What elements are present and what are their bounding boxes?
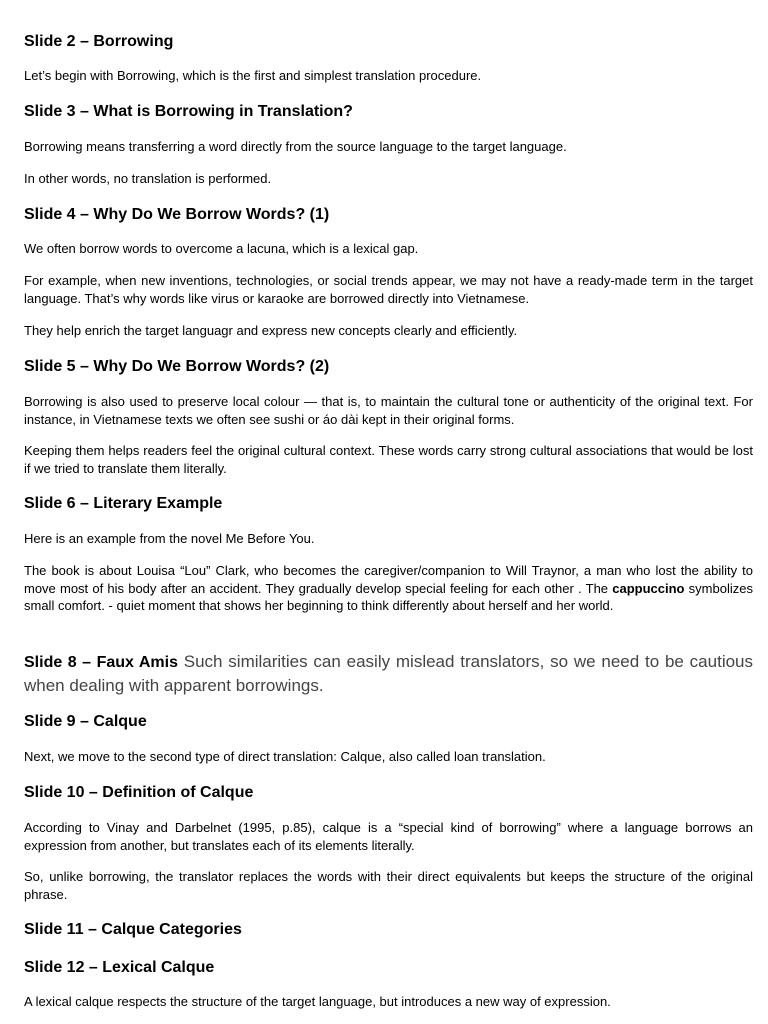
slide-4-heading: Slide 4 – Why Do We Borrow Words? (1) — [24, 206, 330, 223]
slide-8-heading: Slide 8 – Faux Amis — [24, 654, 178, 671]
slide-6-paragraph-2 — [24, 562, 753, 615]
slide-3-paragraph-1: Borrowing means transferring a word directly from the source language to the target language. — [24, 139, 567, 154]
slide-8-block — [24, 650, 753, 698]
slide-6-paragraph-2-text-a: The book is about Louisa “Lou” Clark, who becomes the caregiver/companion to Will Traynor, a man who lost the ability to move most of his body after an accident. They gradually develop special feeling for each other . The — [24, 563, 753, 596]
slide-11-heading: Slide 11 – Calque Categories — [24, 921, 242, 938]
slide-4-paragraph-3: They help enrich the target languagr and express new concepts clearly and efficiently. — [24, 323, 518, 338]
slide-9-heading: Slide 9 – Calque — [24, 713, 147, 730]
slide-10-paragraph-1: According to Vinay and Darbelnet (1995, p.85), calque is a “special kind of borrowing” where a language borrows an expression from another, but translates each of its elements literally. — [24, 820, 753, 853]
slide-12-paragraph-1: A lexical calque respects the structure of the target language, but introduces a new way of expression. — [24, 994, 611, 1009]
slide-6-paragraph-2-text-b: symbolizes small comfort. - quiet moment that shows her beginning to think differently about herself and her world. — [24, 580, 753, 613]
slide-6-paragraph-1: Here is an example from the novel Me Before You. — [24, 531, 315, 546]
slide-2-paragraph-1: Let’s begin with Borrowing, which is the first and simplest translation procedure. — [24, 68, 482, 83]
slide-4-paragraph-2: For example, when new inventions, technologies, or social trends appear, we may not have a ready-made term in the target language. That’s why words like virus or karaoke are borrowed directly into Vietnamese. — [24, 273, 753, 306]
slide-10-paragraph-2: So, unlike borrowing, the translator replaces the words with their direct equivalents but keeps the structure of the original phrase. — [24, 869, 753, 902]
slide-10-heading: Slide 10 – Definition of Calque — [24, 784, 254, 801]
slide-5-paragraph-2: Keeping them helps readers feel the original cultural context. These words carry strong cultural associations that would be lost if we tried to translate them literally. — [24, 443, 753, 476]
slide-9-paragraph-1: Next, we move to the second type of direct translation: Calque, also called loan translation. — [24, 749, 546, 764]
slide-4-paragraph-1: We often borrow words to overcome a lacuna, which is a lexical gap. — [24, 241, 419, 256]
slide-2-heading: Slide 2 – Borrowing — [24, 33, 174, 50]
slide-5-heading: Slide 5 – Why Do We Borrow Words? (2) — [24, 358, 330, 375]
slide-3-paragraph-2: In other words, no translation is performed. — [24, 171, 272, 186]
slide-3-heading: Slide 3 – What is Borrowing in Translation? — [24, 103, 353, 120]
slide-8-text: Such similarities can easily mislead translators, so we need to be cautious when dealing with apparent borrowings. — [24, 652, 754, 695]
slide-12-heading: Slide 12 – Lexical Calque — [24, 959, 215, 976]
slide-6-heading: Slide 6 – Literary Example — [24, 495, 223, 512]
cappuccino-emphasis: cappuccino — [612, 580, 685, 596]
slide-5-paragraph-1: Borrowing is also used to preserve local colour — that is, to maintain the cultural tone or authenticity of the original text. For instance, in Vietnamese texts we often see sushi or áo dài kept in their original forms. — [24, 394, 753, 427]
